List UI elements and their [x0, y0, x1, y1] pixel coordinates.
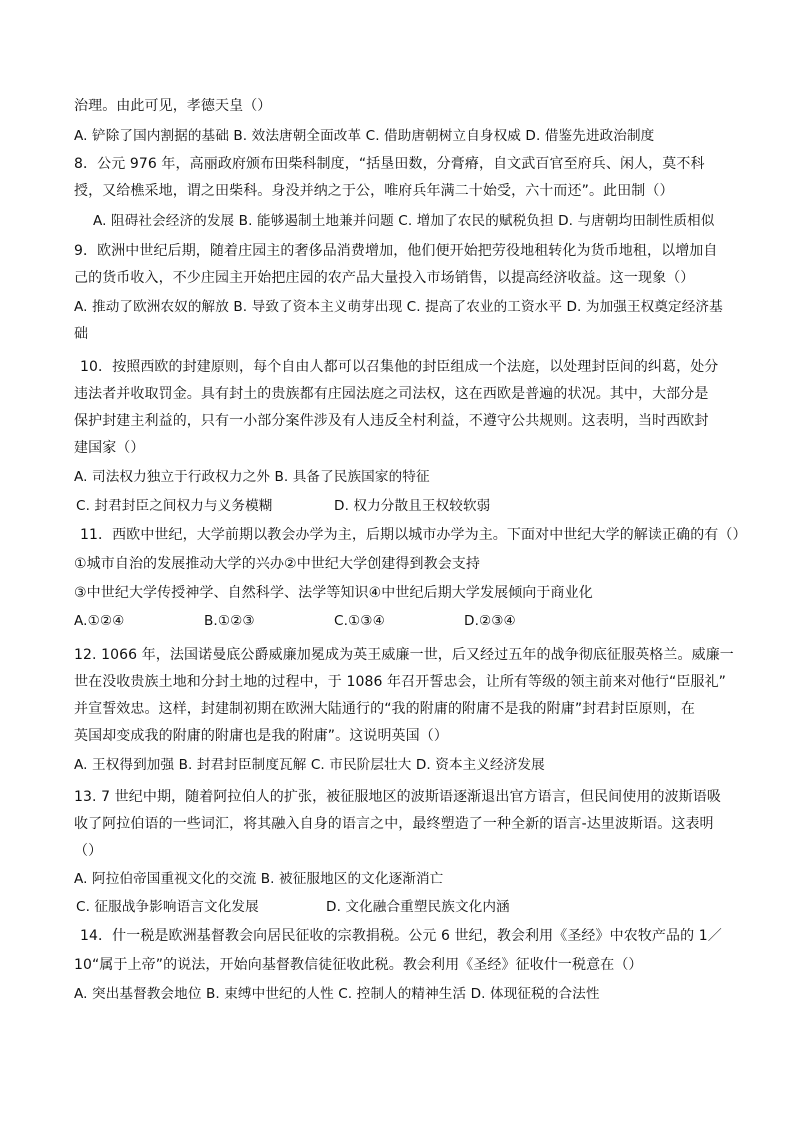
q8-options: A. 阻碍社会经济的发展 B. 能够遏制土地兼并问题 C. 增加了农民的赋税负担 D. 与唐朝均田制性质相似 — [93, 213, 715, 229]
q10-stem-line2: 违法者并收取罚金。具有封土的贵族都有庄园法庭之司法权，这在西欧是普遍的状况。其中，大部分是 — [74, 386, 709, 402]
q8-stem-line2: 授，又给樵采地，谓之田柴科。身没并纳之于公，唯府兵年满二十始受，六十而还”。此田制（） — [74, 183, 674, 199]
q10-option-d: D. 权力分散且王权较软弱 — [334, 498, 491, 514]
q11-option-a: A.①②④ — [74, 613, 125, 629]
q12-options: A. 王权得到加强 B. 封君封臣制度瓦解 C. 市民阶层壮大 D. 资本主义经济发展 — [74, 757, 545, 773]
q11-statements-1-2: ①城市自治的发展推动大学的兴办②中世纪大学创建得到教会支持 — [74, 556, 480, 572]
q13-stem-line3: （） — [74, 843, 103, 859]
q13-stem-line1: 13. 7 世纪中期，随着阿拉伯人的扩张，被征服地区的波斯语逐渐退出官方语言，但民间使用的波斯语吸 — [74, 789, 721, 805]
q12-stem-line2: 世在没收贵族土地和分封土地的过程中，于 1086 年召开誓忠会，让所有等级的领主前来对他行“臣服礼” — [74, 674, 727, 690]
q9-options-wrap: 础 — [74, 326, 89, 342]
q10-option-c: C. 封君封臣之间权力与义务模糊 — [76, 498, 273, 514]
q12-stem-line4: 英国却变成我的附庸的附庸也是我的附庸”。这说明英国（） — [74, 728, 448, 744]
q9-stem-line2: 己的货币收入，不少庄园主开始把庄园的农产品大量投入市场销售，以提高经济收益。这一现象（） — [74, 270, 695, 286]
q11-option-c: C.①③④ — [334, 613, 385, 629]
q13-stem-line2: 收了阿拉伯语的一些词汇，将其融入自身的语言之中，最终塑造了一种全新的语言-达里波斯语。这表明 — [74, 816, 714, 832]
q11-stem: 11．西欧中世纪，大学前期以教会办学为主，后期以城市办学为主。下面对中世纪大学的解读正确的有（） — [80, 527, 747, 543]
q12-stem-line1: 12. 1066 年，法国诺曼底公爵威廉加冕成为英王威廉一世，后又经过五年的战争彻底征服英格兰。威廉一 — [74, 647, 734, 663]
q9-options: A. 推动了欧洲农奴的解放 B. 导致了资本主义萌芽出现 C. 提高了农业的工资水平 D. 为加强王权奠定经济基 — [74, 299, 723, 315]
q13-options-ab: A. 阿拉伯帝国重视文化的交流 B. 被征服地区的文化逐渐消亡 — [74, 871, 444, 887]
q12-stem-line3: 并宣誓效忠。这样，封建制初期在欧洲大陆通行的“我的附庸的附庸不是我的附庸”封君封臣原则，在 — [74, 701, 696, 717]
q13-option-d: D. 文化融合重塑民族文化内涵 — [326, 899, 510, 915]
q7-stem-tail: 治理。由此可见，孝德天皇（） — [74, 98, 272, 114]
q9-stem-line1: 9．欧洲中世纪后期，随着庄园主的奢侈品消费增加，他们便开始把劳役地租转化为货币地租，以增加自 — [74, 243, 718, 259]
q10-stem-line3: 保护封建主利益的，只有一小部分案件涉及有人违反全村利益，不遵守公共规则。这表明，当时西欧封 — [74, 413, 709, 429]
q14-stem-line1: 14．什一税是欧洲基督教会向居民征收的宗教捐税。公元 6 世纪，教会利用《圣经》中农牧产品的 1／ — [80, 928, 722, 944]
q14-options: A. 突出基督教会地位 B. 束缚中世纪的人性 C. 控制人的精神生活 D. 体现征税的合法性 — [74, 986, 600, 1002]
q11-option-d: D.②③④ — [464, 613, 516, 629]
q11-statements-3-4: ③中世纪大学传授神学、自然科学、法学等知识④中世纪后期大学发展倾向于商业化 — [74, 585, 593, 601]
q7-options: A. 铲除了国内割据的基础 B. 效法唐朝全面改革 C. 借助唐朝树立自身权威 D. 借鉴先进政治制度 — [74, 128, 655, 144]
q11-option-b: B.①②③ — [204, 613, 255, 629]
q10-options-ab: A. 司法权力独立于行政权力之外 B. 具备了民族国家的特征 — [74, 469, 430, 485]
q14-stem-line2: 10“属于上帝”的说法，开始向基督教信徒征收此税。教会利用《圣经》征收什一税意在（） — [74, 957, 643, 973]
q8-stem-line1: 8．公元 976 年，高丽政府颁布田柴科制度，“括垦田数，分膏瘠，自文武百官至府兵、闲人，莫不科 — [74, 156, 705, 172]
q10-stem-line4: 建国家（） — [74, 440, 145, 456]
q10-stem-line1: 10．按照西欧的封建原则，每个自由人都可以召集他的封臣组成一个法庭，以处理封臣间的纠葛，处分 — [80, 359, 719, 375]
q13-option-c: C. 征服战争影响语言文化发展 — [76, 899, 259, 915]
